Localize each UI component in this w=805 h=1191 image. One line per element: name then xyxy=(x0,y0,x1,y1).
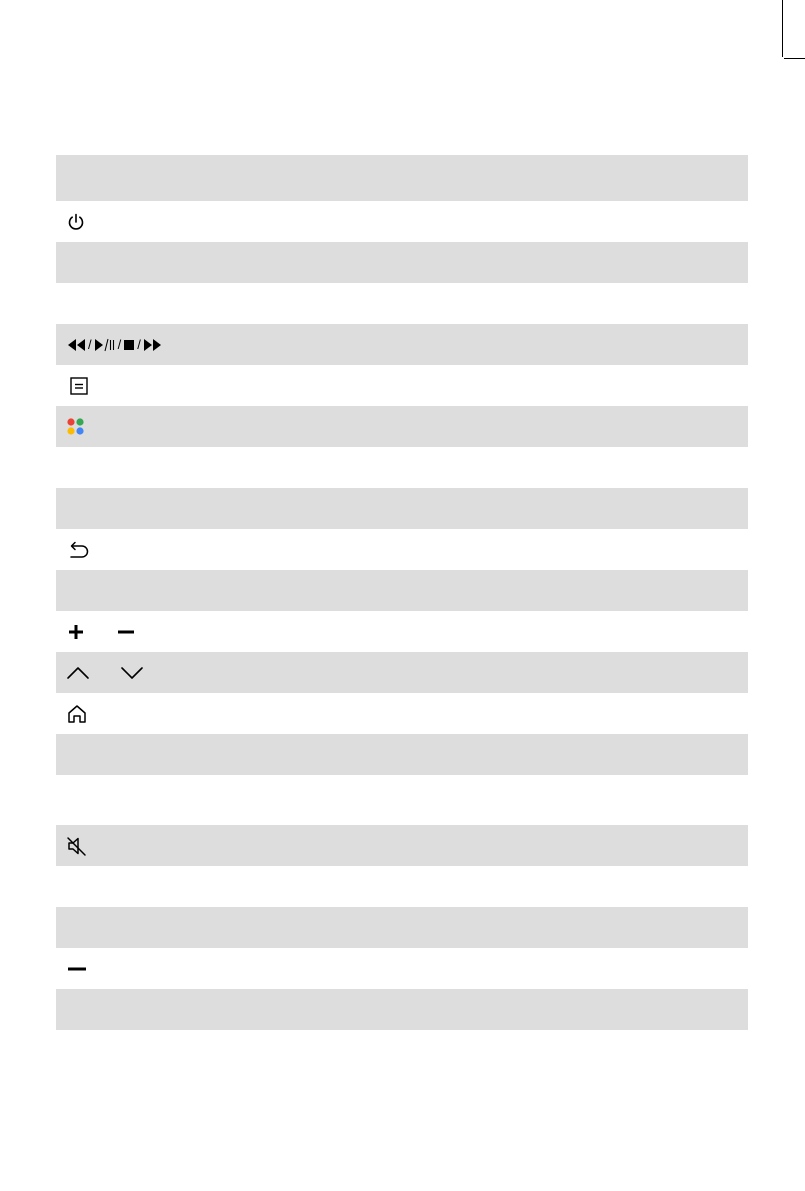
table-row xyxy=(56,201,748,242)
power-icon xyxy=(66,210,86,234)
table-row xyxy=(56,324,748,365)
separator: / xyxy=(137,337,141,352)
minus-icon xyxy=(116,620,136,644)
table-row xyxy=(56,775,748,825)
stop-icon xyxy=(123,333,135,357)
table-row xyxy=(56,693,748,734)
crop-mark-vertical xyxy=(782,0,783,57)
table-row xyxy=(56,283,748,324)
table-row xyxy=(56,611,748,652)
home-icon xyxy=(66,702,88,726)
table-row xyxy=(56,866,748,907)
dash-icon xyxy=(66,957,88,981)
table-row xyxy=(56,488,748,529)
rewind-icon xyxy=(66,333,86,357)
separator: / xyxy=(88,337,92,352)
chevron-up-icon xyxy=(66,661,90,685)
table-row xyxy=(56,948,748,989)
table-row xyxy=(56,570,748,611)
crop-mark-horizontal xyxy=(784,58,805,59)
mute-icon xyxy=(66,834,88,858)
plus-icon xyxy=(66,620,86,644)
table-row xyxy=(56,907,748,948)
fast-forward-icon xyxy=(143,333,163,357)
table-row xyxy=(56,406,748,447)
chevron-down-icon xyxy=(120,661,144,685)
table-row xyxy=(56,155,748,201)
back-icon xyxy=(66,538,90,562)
subtitle-icon xyxy=(70,374,88,398)
table-row xyxy=(56,734,748,775)
table-row xyxy=(56,365,748,406)
table-row xyxy=(56,825,748,866)
table-row xyxy=(56,652,748,693)
play-pause-icon xyxy=(94,333,116,357)
table-row xyxy=(56,529,748,570)
separator: / xyxy=(117,337,122,352)
apps-icon xyxy=(66,415,86,439)
table-row xyxy=(56,242,748,283)
table-row xyxy=(56,989,748,1030)
remote-key-table xyxy=(56,155,748,1030)
table-row xyxy=(56,447,748,488)
